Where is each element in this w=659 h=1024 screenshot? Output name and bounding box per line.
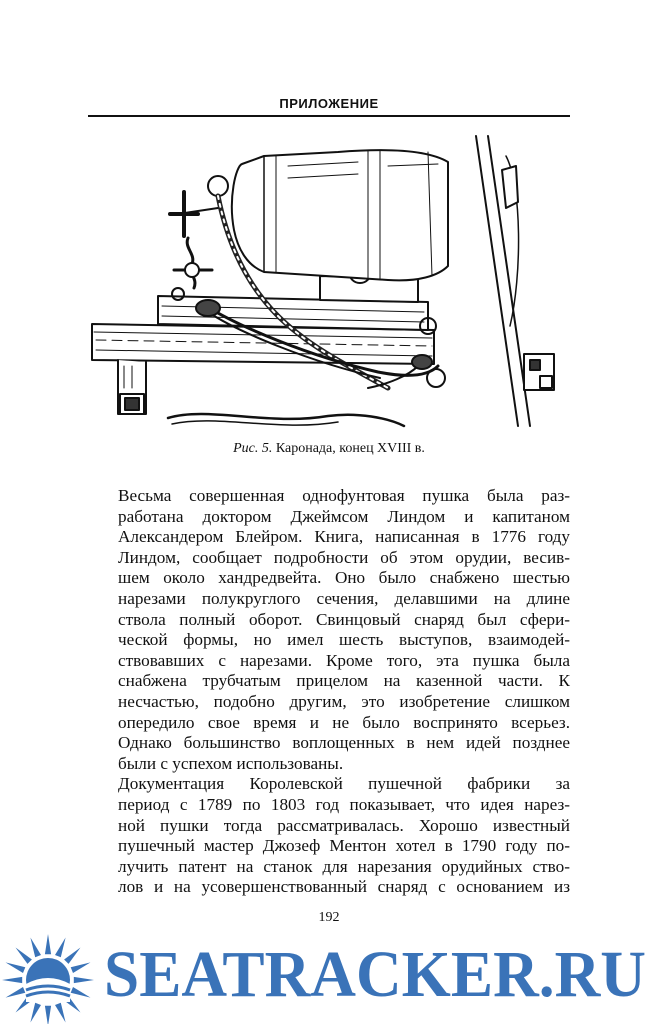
seatracker-watermark bbox=[0, 922, 659, 1024]
sunburst-ray bbox=[30, 1003, 41, 1023]
text-line: Весьма совершенная однофунтовая пушка была раз- bbox=[118, 486, 570, 505]
text-line: ной пушки тогда рассматривалась. Хорошо известный bbox=[118, 815, 570, 835]
sunburst-ray bbox=[74, 977, 94, 983]
page-number: 192 bbox=[318, 910, 340, 925]
sunburst-ray bbox=[16, 948, 32, 964]
text-line: были с успехом использованы. bbox=[118, 753, 344, 773]
body-text bbox=[88, 486, 570, 898]
sunburst-ray bbox=[2, 977, 22, 983]
text-line: нарезами полукруглого сечения, делавшими на длине bbox=[118, 588, 570, 608]
sunburst-ray bbox=[30, 938, 41, 958]
sunburst-ray bbox=[71, 962, 91, 973]
sunburst-ray bbox=[55, 1003, 66, 1023]
text-line: лов и на усовершенствованный снаряд с основанием из bbox=[118, 877, 570, 897]
carronade-illustration bbox=[88, 126, 570, 436]
text-line: работана доктором Джеймсом Линдом и капитаном bbox=[118, 506, 570, 526]
text-line: лучить патент на станок для нарезания орудийных ство- bbox=[118, 856, 570, 876]
watermark-text: SEATRACKER.RU bbox=[104, 938, 646, 1011]
figure-caption bbox=[88, 441, 570, 457]
sunburst-logo-icon bbox=[2, 934, 94, 1024]
sunburst-ray bbox=[6, 962, 26, 973]
figure-number: Рис. 5. bbox=[233, 441, 273, 456]
sunburst-ray bbox=[45, 934, 51, 954]
sunburst-ray bbox=[55, 938, 66, 958]
text-line: ствола полный оборот. Свинцовый снаряд был сфери- bbox=[118, 609, 570, 629]
sunburst-ray bbox=[6, 987, 26, 998]
text-line: ческой формы, но имел шесть выступов, взаимодей- bbox=[118, 630, 570, 650]
paragraph-2 bbox=[88, 774, 570, 898]
text-line: ствовавших с нарезами. Кроме того, эта пушка была bbox=[118, 650, 570, 670]
text-line: Александером Блейром. Книга, написанная в 1776 году bbox=[118, 527, 570, 547]
sunburst-ray bbox=[45, 1006, 51, 1024]
text-line: шем около хандредвейта. Оно было снабжено шестью bbox=[118, 568, 570, 588]
text-line: опередило свое время и не было воспринято всерьез. bbox=[118, 712, 570, 732]
header-rule bbox=[88, 115, 570, 117]
sunburst-ray bbox=[64, 948, 80, 964]
text-line: снабжена трубчатым прицелом на казенной части. К bbox=[118, 671, 570, 691]
paragraph-1 bbox=[88, 486, 570, 774]
text-line: Однако большинство воплощенных в нем идей позднее bbox=[118, 733, 570, 753]
text-line: пушечный мастер Джозеф Ментон хотел в 1790 году по- bbox=[118, 836, 570, 856]
text-line: период с 1789 по 1803 год показывает, что идея нарез- bbox=[118, 794, 570, 814]
running-head: ПРИЛОЖЕНИЕ bbox=[279, 96, 379, 111]
text-line: Линдом, сообщает подробности об этом орудии, весив- bbox=[118, 547, 570, 567]
text-line: несчастью, подобно другим, это изобретение слишком bbox=[118, 691, 570, 711]
sunburst-ray bbox=[71, 987, 91, 998]
text-line: Документация Королевской пушечной фабрики за bbox=[118, 774, 570, 794]
figure-caption-text: Каронада, конец XVIII в. bbox=[275, 441, 425, 456]
